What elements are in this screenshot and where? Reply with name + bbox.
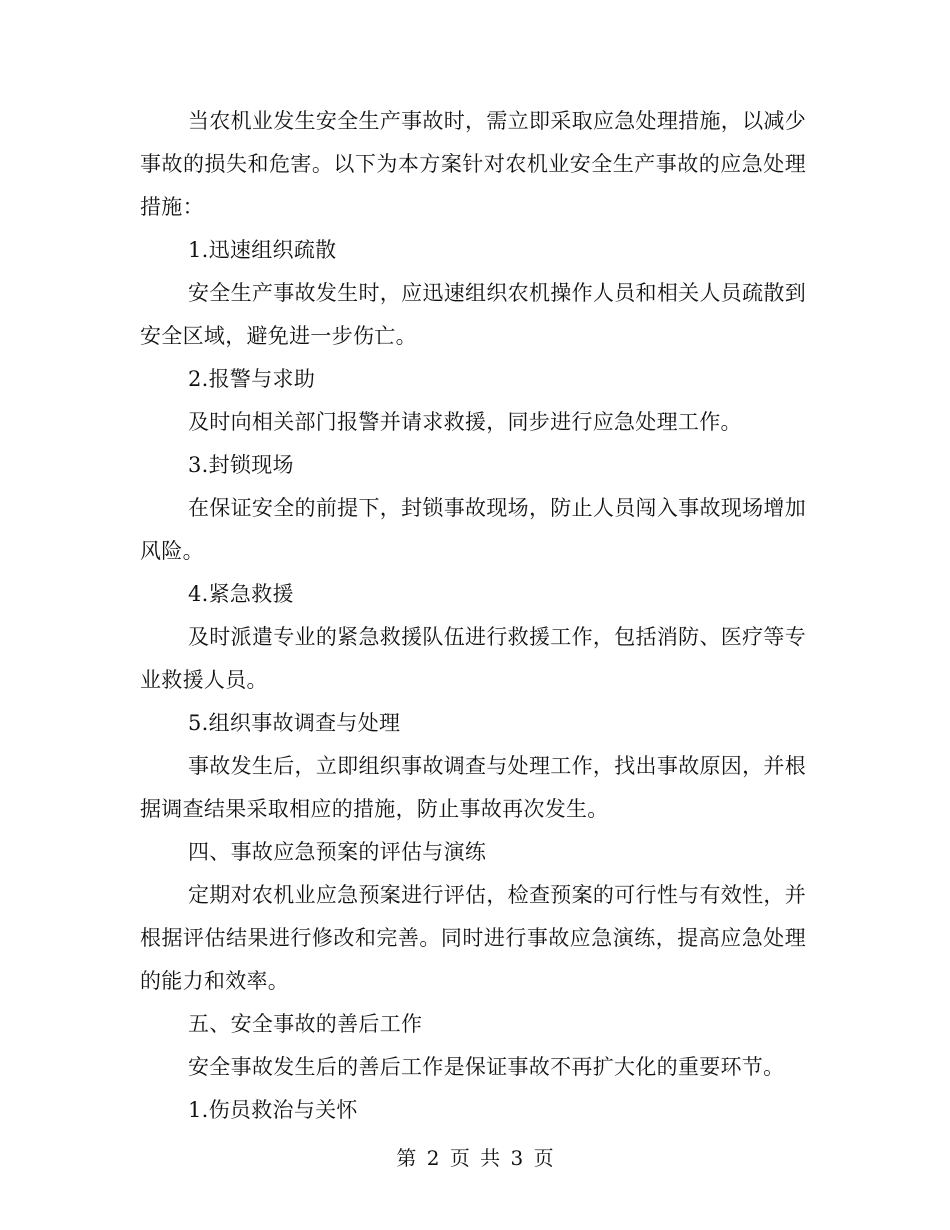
paragraph-aftermath: 安全事故发生后的善后工作是保证事故不再扩大化的重要环节。 bbox=[188, 1055, 785, 1079]
paragraph-seal-site: 在保证安全的前提下，封锁事故现场，防止人员闯入事故现场增加风险。 bbox=[140, 496, 806, 563]
page-number-footer: 第 2 页 共 3 页 bbox=[396, 1146, 554, 1170]
paragraph-alarm: 及时向相关部门报警并请求救援，同步进行应急处理工作。 bbox=[188, 410, 742, 434]
paragraph-rescue: 及时派遣专业的紧急救援队伍进行救援工作，包括消防、医疗等专业救援人员。 bbox=[140, 625, 806, 692]
paragraph-investigation: 事故发生后，立即组织事故调查与处理工作，找出事故原因，并根据调查结果采取相应的措施，防止事故再次发生。 bbox=[140, 754, 806, 821]
heading-rescue: 4.紧急救援 bbox=[188, 582, 294, 606]
heading-investigation: 5.组织事故调查与处理 bbox=[188, 711, 401, 735]
document-body bbox=[140, 100, 806, 1132]
paragraph-intro: 当农机业发生安全生产事故时，需立即采取应急处理措施，以减少事故的损失和危害。以下为本方案针对农机业安全生产事故的应急处理措施： bbox=[140, 109, 806, 219]
heading-injured-care: 1.伤员救治与关怀 bbox=[188, 1098, 358, 1122]
heading-seal-site: 3.封锁现场 bbox=[188, 453, 294, 477]
heading-alarm: 2.报警与求助 bbox=[188, 367, 316, 391]
heading-evacuate: 1.迅速组织疏散 bbox=[188, 238, 337, 262]
section-heading-aftermath: 五、安全事故的善后工作 bbox=[188, 1012, 423, 1036]
section-heading-evaluation: 四、事故应急预案的评估与演练 bbox=[188, 840, 487, 864]
paragraph-evaluation: 定期对农机业应急预案进行评估，检查预案的可行性与有效性，并根据评估结果进行修改和完善。同时进行事故应急演练，提高应急处理的能力和效率。 bbox=[140, 883, 806, 993]
paragraph-evacuate: 安全生产事故发生时，应迅速组织农机操作人员和相关人员疏散到安全区域，避免进一步伤亡。 bbox=[140, 281, 806, 348]
